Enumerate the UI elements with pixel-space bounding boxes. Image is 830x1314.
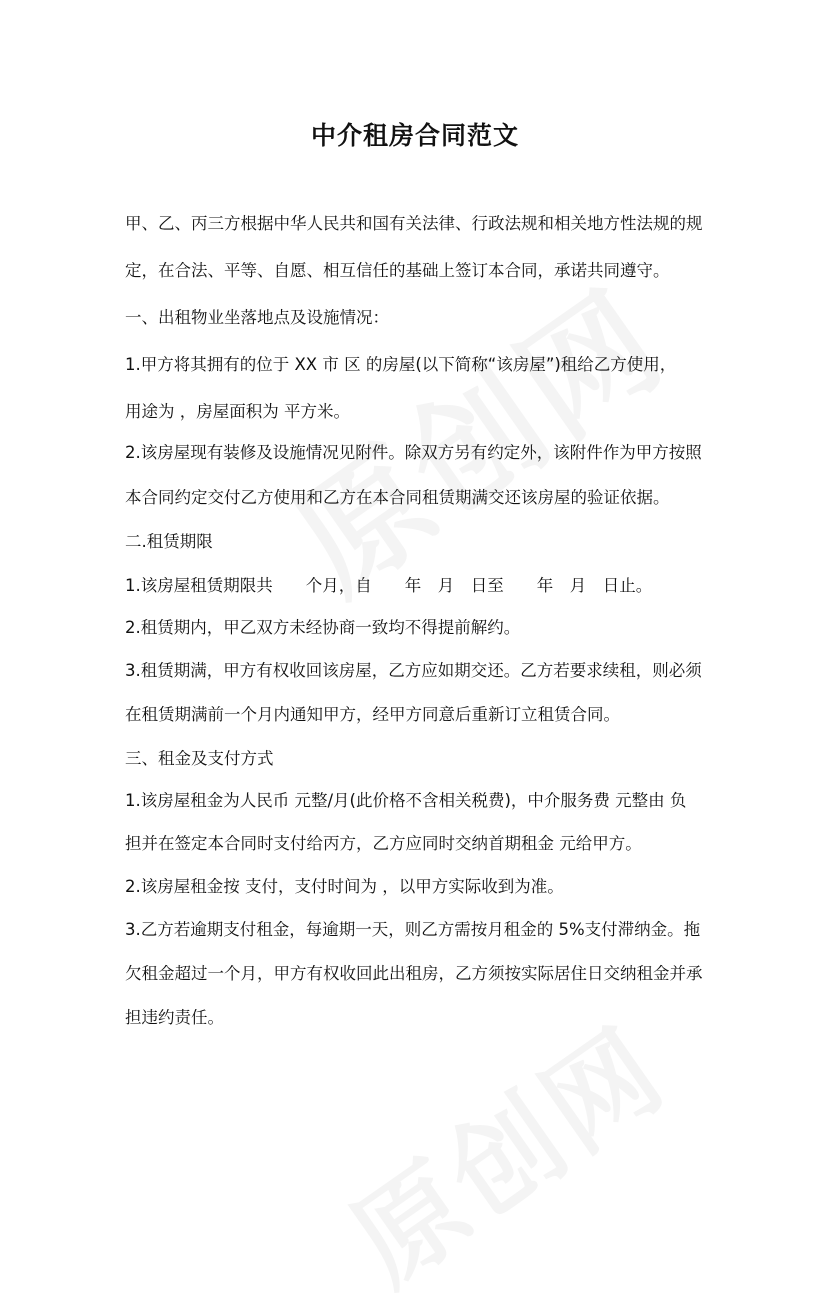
paragraph-line: 2.租赁期内，甲乙双方未经协商一致均不得提前解约。 xyxy=(125,618,521,637)
paragraph-line: 甲、乙、丙三方根据中华人民共和国有关法律、行政法规和相关地方性法规的规 xyxy=(125,214,703,233)
paragraph-line: 定，在合法、平等、自愿、相互信任的基础上签订本合同，承诺共同遵守。 xyxy=(125,261,670,280)
watermark xyxy=(253,240,694,627)
watermark xyxy=(316,984,692,1313)
paragraph-line: 用途为 ，房屋面积为 平方米。 xyxy=(125,402,350,421)
section-heading: 三、租金及支付方式 xyxy=(125,749,274,768)
paragraph-line: 1.该房屋租金为人民币 元整/月(此价格不含相关税费)，中介服务费 元整由 负 xyxy=(125,791,687,810)
paragraph-line: 2.该房屋现有装修及设施情况见附件。除双方另有约定外，该附件作为甲方按照 xyxy=(125,443,702,462)
paragraph-line: 2.该房屋租金按 支付，支付时间为 ，以甲方实际收到为准。 xyxy=(125,877,564,896)
document-title: 中介租房合同范文 xyxy=(310,121,519,150)
paragraph-line: 3.乙方若逾期支付租金，每逾期一天，则乙方需按月租金的 5%支付滞纳金。拖 xyxy=(125,920,701,939)
paragraph-line: 1.该房屋租赁期限共 个月，自 年 月 日至 年 月 日止。 xyxy=(125,576,653,595)
section-heading: 二.租赁期限 xyxy=(125,532,213,551)
section-heading: 一、出租物业坐落地点及设施情况： xyxy=(125,308,389,327)
paragraph-line: 担并在签定本合同时支付给丙方，乙方应同时交纳首期租金 元给甲方。 xyxy=(125,834,642,853)
paragraph-line: 在租赁期满前一个月内通知甲方，经甲方同意后重新订立租赁合同。 xyxy=(125,705,620,724)
paragraph-line: 担违约责任。 xyxy=(125,1008,224,1027)
paragraph-line: 1.甲方将其拥有的位于 XX 市 区 的房屋(以下简称“该房屋”)租给乙方使用， xyxy=(125,355,677,374)
paragraph-line: 3.租赁期满，甲方有权收回该房屋，乙方应如期交还。乙方若要求续租，则必须 xyxy=(125,661,702,680)
paragraph-line: 欠租金超过一个月，甲方有权收回此出租房，乙方须按实际居住日交纳租金并承 xyxy=(125,964,703,983)
paragraph-line: 本合同约定交付乙方使用和乙方在本合同租赁期满交还该房屋的验证依据。 xyxy=(125,488,670,507)
